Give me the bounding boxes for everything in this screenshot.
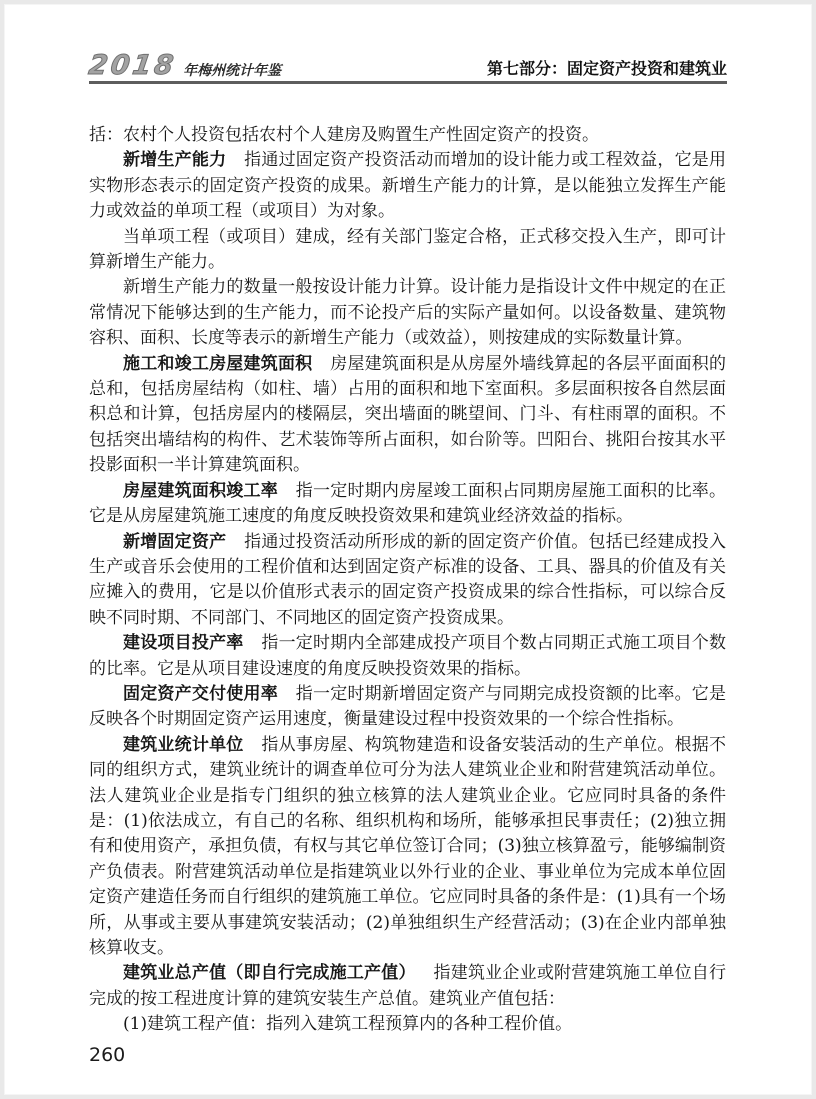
- paragraph: 新增生产能力的数量一般按设计能力计算。设计能力是指设计文件中规定的在正常情况下能够达到的生产能力，而不论投产后的实际产量如何。以设备数量、建筑物容积、面积、长度等表示的新增生产能力（或效益），则按建成的实际数量计算。: [89, 277, 726, 349]
- section-title: 第七部分：固定资产投资和建筑业: [486, 59, 727, 78]
- paragraph: 当单项工程（或项目）建成，经有关部门鉴定合格，正式移交投入生产，即可计算新增生产能力。: [89, 226, 726, 273]
- yearbook-logo: [86, 50, 282, 81]
- page-number: 260: [89, 1044, 126, 1066]
- definition-term: 建筑业总产值（即自行完成施工产值）: [123, 963, 416, 984]
- definition-term: 建设项目投产率: [123, 633, 244, 654]
- paragraph: 新增固定资产 指通过投资活动所形成的新的固定资产价值。包括已经建成投入生产或音乐会使用的工程价值和达到固定资产标准的设备、工具、器具的价值及有关应摊入的费用，它是以价值形式表示的固定资产投资成果的综合性指标，可以综合反映不同时期、不同部门、不同地区的固定资产投资成果。: [89, 531, 727, 628]
- definition-term: 施工和竣工房屋建筑面积: [123, 353, 313, 374]
- page-header: [86, 50, 727, 81]
- paragraph: 新增生产能力 指通过固定资产投资活动而增加的设计能力或工程效益，它是用实物形态表示的固定资产投资的成果。新增生产能力的计算，是以能独立发挥生产能力或效益的单项工程（或项目）为对象。: [89, 150, 727, 222]
- definition-term: 建筑业统计单位: [123, 734, 244, 755]
- paragraph: 建筑业统计单位 指从事房屋、构筑物建造和设备安装活动的生产单位。根据不同的组织方式，建筑业统计的调查单位可分为法人建筑业企业和附营建筑活动单位。法人建筑业企业是指专门组织的独立核算的法人建筑业企业。它应同时具备的条件是：(1)依法成立，有自己的名称、组织机构和场所，能够承担民事责任；(2)独立拥有和使用资产，承担负债，有权与其它单位签订合同；(3)独立核算盈亏，能够编制资产负债表。附营建筑活动单位是指建筑业以外行业的企业、事业单位为完成本单位固定资产建造任务而自行组织的建筑施工单位。它应同时具备的条件是：(1)具有一个场所，从事或主要从事建筑安装活动；(2)单独组织生产经营活动；(3)在企业内部单独核算收支。: [89, 734, 727, 958]
- header-rule: [89, 81, 727, 84]
- paragraph: 施工和竣工房屋建筑面积 房屋建筑面积是从房屋外墙线算起的各层平面面积的总和，包括房屋结构（如柱、墙）占用的面积和地下室面积。多层面积按各自然层面积总和计算，包括房屋内的楼隔层，突出墙面的眺望间、门斗、有柱雨罩的面积。不包括突出墙结构的构件、艺术装饰等所占面积，如台阶等。凹阳台、挑阳台按其水平投影面积一半计算建筑面积。: [89, 353, 727, 476]
- definition-term: 固定资产交付使用率: [123, 683, 278, 704]
- paragraph: 房屋建筑面积竣工率 指一定时期内房屋竣工面积占同期房屋施工面积的比率。它是从房屋建筑施工速度的角度反映投资效果和建筑业经济效益的指标。: [89, 480, 727, 527]
- paragraph: 固定资产交付使用率 指一定时期新增固定资产与同期完成投资额的比率。它是反映各个时期固定资产运用速度，衡量建设过程中投资效果的一个综合性指标。: [89, 683, 727, 730]
- definition-term: 房屋建筑面积竣工率: [123, 480, 278, 501]
- yearbook-title: 年梅州统计年鉴: [183, 63, 282, 79]
- paragraph: 括：农村个人投资包括农村个人建房及购置生产性固定资产的投资。: [89, 125, 599, 145]
- yearbook-year: 2018: [86, 50, 179, 81]
- document-body: [89, 123, 726, 1038]
- paragraph: (1)建筑工程产值：指列入建筑工程预算内的各种工程价值。: [123, 1014, 573, 1035]
- paragraph: 建设项目投产率 指一定时期内全部建成投产项目个数占同期正式施工项目个数的比率。它是从项目建设速度的角度反映投资效果的指标。: [89, 633, 727, 679]
- definition-term: 新增生产能力: [123, 150, 227, 171]
- definition-term: 新增固定资产: [123, 531, 227, 552]
- paragraph: 建筑业总产值（即自行完成施工产值） 指建筑业企业或附营建筑施工单位自行完成的按工程进度计算的建筑安装生产总值。建筑业产值包括：: [89, 963, 727, 1009]
